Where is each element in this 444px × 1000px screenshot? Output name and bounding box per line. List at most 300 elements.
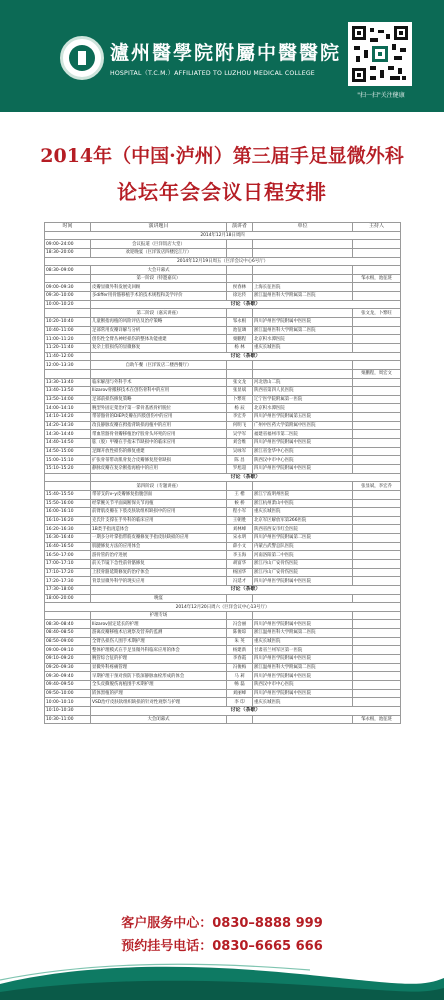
cell-topic: 腕型外固定架治疗第一掌骨基底骨折脱位 bbox=[91, 404, 227, 413]
column-header-time: 时间 bbox=[45, 223, 91, 232]
cell-time: 09:00–24:00 bbox=[45, 240, 91, 249]
table-row bbox=[45, 421, 401, 430]
cell-speaker: 杨 林 bbox=[227, 343, 253, 352]
cell-host bbox=[353, 516, 401, 525]
cell-speaker: 徐达传 bbox=[227, 292, 253, 301]
cell-host bbox=[353, 464, 401, 473]
cell-unit bbox=[253, 361, 353, 370]
cell-topic: 一期多分叶掌指带筋皮瓣修复手指皮肤缺损的应用 bbox=[91, 534, 227, 543]
cell-unit: 四川泸州医学院附属中医医院 bbox=[253, 655, 353, 664]
cell-topic: 游离皮瓣移植术后观察及营养的监测 bbox=[91, 629, 227, 638]
cell-unit: 四川泸州医学院附属第二医院 bbox=[253, 534, 353, 543]
cell-topic: 经掌腕关节平面离断保关节再植 bbox=[91, 499, 227, 508]
cell-unit bbox=[253, 715, 353, 724]
cell-topic: 儿童断指再植的风险评估及治疗策略 bbox=[91, 318, 227, 327]
cell-speaker bbox=[227, 369, 253, 378]
cell-speaker: 冯会丽 bbox=[227, 620, 253, 629]
cell-speaker: 宋永明 bbox=[227, 534, 253, 543]
cell-unit: 广州中医药大学第附属中医医院 bbox=[253, 421, 353, 430]
table-row bbox=[45, 309, 401, 318]
table-row bbox=[45, 318, 401, 327]
cell-time: 10:00–10:10 bbox=[45, 698, 91, 707]
cell-time: 15:50–16:00 bbox=[45, 499, 91, 508]
page-title-line1: 2014年（中国·泸州）第三届手足显微外科 bbox=[40, 145, 404, 167]
cell-speaker bbox=[227, 248, 253, 257]
cell-host bbox=[353, 689, 401, 698]
cell-host: 栗鹏程，周宏文 bbox=[353, 369, 401, 378]
table-row bbox=[45, 447, 401, 456]
table-row bbox=[45, 248, 401, 257]
cell-topic: 临床解剖与外科手术 bbox=[91, 378, 227, 387]
cell-unit bbox=[253, 240, 353, 249]
cell-host bbox=[353, 378, 401, 387]
table-row bbox=[45, 637, 401, 646]
cell-host: 张文龙，卜繁旺 bbox=[353, 309, 401, 318]
column-header-topic: 演讲题目 bbox=[91, 223, 227, 232]
cell-unit: 辽宁医学院附属第一医院 bbox=[253, 395, 353, 404]
hospital-name-en: HOSPITAL（T.C.M.）AFFILIATED TO LUZHOU MEDICAL COLLEGE bbox=[110, 70, 315, 77]
cell-host bbox=[353, 413, 401, 422]
cell-host bbox=[353, 266, 401, 275]
cell-time: 14:00–14:10 bbox=[45, 404, 91, 413]
cell-unit bbox=[253, 611, 353, 620]
cell-time: 14:20–14:30 bbox=[45, 421, 91, 430]
cell-unit: 陕西汉中市中心医院 bbox=[253, 456, 353, 465]
cell-host: 张显斌，李宏乔 bbox=[353, 482, 401, 491]
cell-host bbox=[353, 508, 401, 517]
discussion-label: 讨论（茶歇） bbox=[91, 706, 401, 715]
cell-speaker: 陈俊琼 bbox=[227, 629, 253, 638]
cell-host bbox=[353, 490, 401, 499]
table-row bbox=[45, 352, 401, 361]
cell-host bbox=[353, 283, 401, 292]
cell-time bbox=[45, 482, 91, 491]
table-row bbox=[45, 646, 401, 655]
cell-unit: 浙江丹山广安骨伤医院 bbox=[253, 568, 353, 577]
discussion-time: 17:30–18:00 bbox=[45, 585, 91, 594]
cell-time: 10:20–10:40 bbox=[45, 318, 91, 327]
table-row bbox=[45, 326, 401, 335]
cell-host bbox=[353, 534, 401, 543]
cell-time: 12:00–13:30 bbox=[45, 361, 91, 370]
table-row bbox=[45, 559, 401, 568]
hospital-name: 瀘州醫學院附屬中醫醫院 bbox=[110, 42, 342, 64]
date-row-label: 2014年12月20日周六（巨洋会议中心13号厅） bbox=[45, 603, 401, 612]
cell-host bbox=[353, 542, 401, 551]
schedule-table bbox=[44, 222, 401, 724]
table-row bbox=[45, 603, 401, 612]
cell-time: 18:00–20:00 bbox=[45, 594, 91, 603]
cell-host bbox=[353, 680, 401, 689]
cell-time: 10:30–11:00 bbox=[45, 715, 91, 724]
cell-speaker bbox=[227, 611, 253, 620]
cell-topic: 足部常用皮瓣详解与分析 bbox=[91, 326, 227, 335]
cell-time: 08:30–08:40 bbox=[45, 620, 91, 629]
cell-topic bbox=[91, 369, 227, 378]
cell-speaker: 朱 英 bbox=[227, 637, 253, 646]
cell-speaker bbox=[227, 361, 253, 370]
cell-topic: Ilizarov骨搬移技术在创伤骨科中的应用 bbox=[91, 387, 227, 396]
cell-unit: 浙江省金华中心医院 bbox=[253, 447, 353, 456]
cell-host bbox=[353, 698, 401, 707]
table-row bbox=[45, 257, 401, 266]
table-row bbox=[45, 439, 401, 448]
cell-speaker: 李 印 bbox=[227, 698, 253, 707]
cell-topic: 足踝开放性损伤的修复重建 bbox=[91, 447, 227, 456]
cell-speaker: 候 桥 bbox=[227, 499, 253, 508]
discussion-time: 10:00–10:20 bbox=[45, 300, 91, 309]
cell-topic: 带蒂髂骨的DIEP皮瓣在四肢创伤中的应用 bbox=[91, 413, 227, 422]
cell-topic: 静脉皮瓣在复杂断指再植中的应用 bbox=[91, 464, 227, 473]
cell-unit bbox=[253, 594, 353, 603]
qr-caption: "扫一扫"关注健康 bbox=[357, 92, 405, 99]
table-row bbox=[45, 490, 401, 499]
cell-host bbox=[353, 326, 401, 335]
table-row bbox=[45, 361, 401, 370]
cell-topic: 创伤性全臂丛神经损伤的整体功能重建 bbox=[91, 335, 227, 344]
cell-unit: 浙江杭州萧山中医院 bbox=[253, 499, 353, 508]
cell-host bbox=[353, 335, 401, 344]
cell-time: 09:20–09:30 bbox=[45, 663, 91, 672]
cell-time: 13:40–13:50 bbox=[45, 387, 91, 396]
cell-speaker bbox=[227, 274, 253, 283]
cell-topic: 皮瓣显微外科发展史回顾 bbox=[91, 283, 227, 292]
cell-unit: 四川泸州医学院附属中医医院 bbox=[253, 672, 353, 681]
table-row bbox=[45, 611, 401, 620]
table-row bbox=[45, 655, 401, 664]
cell-host: 邹永根，池征琏 bbox=[353, 715, 401, 724]
cell-speaker bbox=[227, 715, 253, 724]
cell-unit: 浙江宁波明州医院 bbox=[253, 490, 353, 499]
cell-time: 16:50–17:00 bbox=[45, 551, 91, 560]
table-row bbox=[45, 672, 401, 681]
cell-topic: 护理专场 bbox=[91, 611, 227, 620]
cell-host bbox=[353, 655, 401, 664]
discussion-label: 讨论（茶歇） bbox=[91, 300, 401, 309]
header-banner bbox=[0, 0, 444, 112]
table-row bbox=[45, 378, 401, 387]
table-row bbox=[45, 292, 401, 301]
cell-topic: 复杂上肢损伤的显微修复 bbox=[91, 343, 227, 352]
cell-speaker: 吴咏军 bbox=[227, 447, 253, 456]
cell-host bbox=[353, 663, 401, 672]
cell-unit: 福建省福州市第二医院 bbox=[253, 430, 353, 439]
table-row bbox=[45, 473, 401, 482]
cell-host bbox=[353, 577, 401, 586]
cell-host bbox=[353, 421, 401, 430]
table-header-row bbox=[45, 223, 401, 232]
cell-topic: 肌腱修复方法的应用体会 bbox=[91, 542, 227, 551]
discussion-time bbox=[45, 473, 91, 482]
cell-topic: 足部前损伤修复策略 bbox=[91, 395, 227, 404]
cell-host bbox=[353, 559, 401, 568]
cell-unit: 重庆长城医院 bbox=[253, 343, 353, 352]
cell-topic: 晚宴 bbox=[91, 594, 227, 603]
cell-topic: 全臂丛损伤人围手术期护理 bbox=[91, 637, 227, 646]
cell-speaker bbox=[227, 240, 253, 249]
cell-topic: 背景显微外科学的现实应用 bbox=[91, 577, 227, 586]
cell-time: 09:00–09:30 bbox=[45, 283, 91, 292]
cell-time: 09:00–09:10 bbox=[45, 646, 91, 655]
column-header-speaker: 演讲者 bbox=[227, 223, 253, 232]
cell-unit: 四川泸州医学院附属中医医院 bbox=[253, 620, 353, 629]
table-row bbox=[45, 266, 401, 275]
table-row bbox=[45, 283, 401, 292]
cell-topic: 多differ用骨骼移植手术的技术规程和美学评价 bbox=[91, 292, 227, 301]
cell-unit: 北京积水潭医院 bbox=[253, 335, 353, 344]
cell-unit: 内蒙古武警总队医院 bbox=[253, 542, 353, 551]
cell-time: 08:40–08:50 bbox=[45, 629, 91, 638]
cell-time: 16:30–16:40 bbox=[45, 534, 91, 543]
table-row bbox=[45, 568, 401, 577]
cell-unit: 四川泸州医学院附属第五医院 bbox=[253, 413, 353, 422]
table-row bbox=[45, 404, 401, 413]
cell-host bbox=[353, 318, 401, 327]
cell-speaker: 栗鹏程 bbox=[227, 335, 253, 344]
cell-speaker: 张文龙 bbox=[227, 378, 253, 387]
cell-unit: 重庆长城医院 bbox=[253, 508, 353, 517]
cell-unit bbox=[253, 369, 353, 378]
table-row bbox=[45, 274, 401, 283]
table-row bbox=[45, 680, 401, 689]
cell-host bbox=[353, 525, 401, 534]
cell-unit: 甘肃省兰州军区第一医院 bbox=[253, 646, 353, 655]
cell-host bbox=[353, 499, 401, 508]
discussion-time: 10:10–10:30 bbox=[45, 706, 91, 715]
cell-time: 17:00–17:10 bbox=[45, 559, 91, 568]
cell-speaker: 李春霞 bbox=[227, 655, 253, 664]
appointment-phone: 预约挂号电话：0830–6665 666 bbox=[121, 939, 323, 954]
service-center-phone: 客户服务中心：0830–8888 999 bbox=[121, 916, 323, 931]
cell-unit: 河南洛阳第二中医院 bbox=[253, 551, 353, 560]
table-row bbox=[45, 231, 401, 240]
cell-time: 08:50–09:00 bbox=[45, 637, 91, 646]
cell-host bbox=[353, 594, 401, 603]
cell-host bbox=[353, 611, 401, 620]
cell-time: 17:10–17:20 bbox=[45, 568, 91, 577]
cell-speaker bbox=[227, 594, 253, 603]
cell-topic: 前关节镜下急性前骨骼修复 bbox=[91, 559, 227, 568]
cell-host bbox=[353, 439, 401, 448]
cell-topic: 早期护理干预对预防下肢深静脉血栓形成的体会 bbox=[91, 672, 227, 681]
cell-speaker: 杨建新 bbox=[227, 646, 253, 655]
cell-topic: 全头皮撕脱伤再植围手术期护理 bbox=[91, 680, 227, 689]
cell-unit: 河北唐山二院 bbox=[253, 378, 353, 387]
table-row bbox=[45, 577, 401, 586]
cell-unit: 陕西汉中市中心医院 bbox=[253, 680, 353, 689]
cell-topic: 大会闭幕式 bbox=[91, 715, 227, 724]
table-row bbox=[45, 395, 401, 404]
cell-unit: 浙江温州医科大学附属第二医院 bbox=[253, 663, 353, 672]
cell-unit: 浙江温州医科大学附属第二医院 bbox=[253, 629, 353, 638]
discussion-label: 讨论（茶歇） bbox=[91, 473, 401, 482]
table-row bbox=[45, 534, 401, 543]
table-row bbox=[45, 369, 401, 378]
cell-topic: 第二阶段（嘉宾讲座） bbox=[91, 309, 227, 318]
cell-host bbox=[353, 620, 401, 629]
table-row bbox=[45, 516, 401, 525]
cell-host bbox=[353, 646, 401, 655]
cell-unit: 四川泸州医学院附属中医医院 bbox=[253, 464, 353, 473]
table-row bbox=[45, 689, 401, 698]
cell-time: 15:40–15:50 bbox=[45, 490, 91, 499]
cell-topic: 游骨管的治疗进展 bbox=[91, 551, 227, 560]
table-row bbox=[45, 456, 401, 465]
cell-unit bbox=[253, 266, 353, 275]
table-row bbox=[45, 585, 401, 594]
cell-topic: 前臂肌皮瓣在下肢皮肤软组织缺损中的应用 bbox=[91, 508, 227, 517]
table-row bbox=[45, 343, 401, 352]
schedule-body bbox=[45, 231, 401, 724]
table-row bbox=[45, 542, 401, 551]
cell-host bbox=[353, 672, 401, 681]
cell-unit: 陕西省第四人民医院 bbox=[253, 387, 353, 396]
cell-speaker: 张显斌 bbox=[227, 387, 253, 396]
cell-unit bbox=[253, 274, 353, 283]
page-title-line2: 论坛年会会议日程安排 bbox=[117, 180, 327, 204]
cell-time: 09:50–10:00 bbox=[45, 689, 91, 698]
table-row bbox=[45, 482, 401, 491]
cell-unit: 浙江温州医科大学附属第二医院 bbox=[253, 326, 353, 335]
cell-time: 16:00–16:10 bbox=[45, 508, 91, 517]
cell-topic: 嵌体黑植的护理 bbox=[91, 689, 227, 698]
cell-host bbox=[353, 248, 401, 257]
cell-time: 10:40–11:00 bbox=[45, 326, 91, 335]
cell-unit: 北京积水潭医院 bbox=[253, 404, 353, 413]
cell-host bbox=[353, 343, 401, 352]
cell-time: 14:50–15:00 bbox=[45, 447, 91, 456]
cell-time: 11:00–11:20 bbox=[45, 335, 91, 344]
hospital-logo-icon bbox=[60, 36, 104, 80]
cell-topic: Ilizarov固定延长的护理 bbox=[91, 620, 227, 629]
cell-host bbox=[353, 240, 401, 249]
cell-topic: 欢迎晚宴（巨洋饭店四楼沱江厅） bbox=[91, 248, 227, 257]
cell-unit: 陕西省西安市红会医院 bbox=[253, 525, 353, 534]
cell-topic: 1B类手指再造体会 bbox=[91, 525, 227, 534]
cell-unit: 北京军区解放军第266医院 bbox=[253, 516, 353, 525]
cell-topic: 会议报道（巨洋饭店大堂） bbox=[91, 240, 227, 249]
cell-time: 16:10–16:20 bbox=[45, 516, 91, 525]
cell-time: 09:30–10:00 bbox=[45, 292, 91, 301]
table-row bbox=[45, 508, 401, 517]
table-row bbox=[45, 551, 401, 560]
cell-speaker: 陈 昌 bbox=[227, 456, 253, 465]
cell-speaker: 王 楷 bbox=[227, 490, 253, 499]
cell-host bbox=[353, 447, 401, 456]
table-row bbox=[45, 525, 401, 534]
table-row bbox=[45, 715, 401, 724]
discussion-label: 讨论（茶歇） bbox=[91, 585, 401, 594]
cell-host bbox=[353, 568, 401, 577]
table-row bbox=[45, 629, 401, 638]
table-row bbox=[45, 499, 401, 508]
cell-unit: 浙江丹山广安骨伤医院 bbox=[253, 559, 353, 568]
cell-speaker: 王朝胜 bbox=[227, 516, 253, 525]
cell-time: 13:30–13:40 bbox=[45, 378, 91, 387]
cell-time bbox=[45, 369, 91, 378]
cell-speaker: 侯春林 bbox=[227, 283, 253, 292]
cell-unit: 四川泸州医学院附属中医医院 bbox=[253, 318, 353, 327]
cell-speaker: 杨 辰 bbox=[227, 404, 253, 413]
cell-unit: 浙江温州医科大学附属第二医院 bbox=[253, 292, 353, 301]
cell-host bbox=[353, 637, 401, 646]
cell-speaker: 马 莉 bbox=[227, 672, 253, 681]
cell-topic: 扩张骨蒂带动肌骨复合皮瓣修复胫骨缺损 bbox=[91, 456, 227, 465]
footer-wave bbox=[0, 958, 444, 1000]
cell-speaker: 吴学军 bbox=[227, 430, 253, 439]
cell-time bbox=[45, 611, 91, 620]
cell-time: 11:20–11:40 bbox=[45, 343, 91, 352]
cell-speaker: 池征璘 bbox=[227, 326, 253, 335]
cell-host: 邹永根，池征琏 bbox=[353, 274, 401, 283]
cell-topic: 上肢骨骼延期修复的治疗体会 bbox=[91, 568, 227, 577]
cell-topic: 自助午餐（巨洋饭店二楼西餐厅） bbox=[91, 361, 227, 370]
cell-topic: 带血管髂骨骨瓣移植治疗股骨头坏死的应用 bbox=[91, 430, 227, 439]
cell-speaker: 何明飞 bbox=[227, 421, 253, 430]
cell-host bbox=[353, 395, 401, 404]
cell-time: 14:10–14:20 bbox=[45, 413, 91, 422]
cell-time: 17:20–17:30 bbox=[45, 577, 91, 586]
cell-time: 16:20–16:30 bbox=[45, 525, 91, 534]
table-row bbox=[45, 240, 401, 249]
discussion-time: 11:40–12:00 bbox=[45, 352, 91, 361]
cell-topic: VSD治疗皮肤软组织缺损的针对性观察与护理 bbox=[91, 698, 227, 707]
cell-time: 09:10–09:20 bbox=[45, 655, 91, 664]
table-row bbox=[45, 335, 401, 344]
cell-host bbox=[353, 456, 401, 465]
cell-time: 15:10–15:20 bbox=[45, 464, 91, 473]
cell-host bbox=[353, 387, 401, 396]
cell-speaker: 杨国华 bbox=[227, 568, 253, 577]
table-row bbox=[45, 663, 401, 672]
cell-topic: 显微外科疼痛管理 bbox=[91, 663, 227, 672]
cell-topic: 整体护理模式在手足显微外科临床应用的体会 bbox=[91, 646, 227, 655]
cell-time bbox=[45, 309, 91, 318]
cell-host bbox=[353, 361, 401, 370]
cell-host bbox=[353, 404, 401, 413]
table-row bbox=[45, 387, 401, 396]
cell-time: 09:30–09:40 bbox=[45, 672, 91, 681]
cell-speaker: 邹永根 bbox=[227, 318, 253, 327]
table-row bbox=[45, 430, 401, 439]
cell-unit: 四川泸州医学院附属中医医院 bbox=[253, 439, 353, 448]
cell-speaker: 卜繁旺 bbox=[227, 395, 253, 404]
cell-unit: 重庆长城医院 bbox=[253, 698, 353, 707]
cell-time: 16:40–16:50 bbox=[45, 542, 91, 551]
cell-speaker: 薛小文 bbox=[227, 542, 253, 551]
table-row bbox=[45, 464, 401, 473]
cell-host bbox=[353, 629, 401, 638]
cell-speaker: 刘丽峰 bbox=[227, 689, 253, 698]
cell-time: 14:40–14:50 bbox=[45, 439, 91, 448]
cell-speaker: 程小军 bbox=[227, 508, 253, 517]
cell-speaker: 冯俊梅 bbox=[227, 663, 253, 672]
column-header-host: 主持人 bbox=[353, 223, 401, 232]
cell-topic: 大会开幕式 bbox=[91, 266, 227, 275]
table-row bbox=[45, 620, 401, 629]
cell-speaker: 胡富华 bbox=[227, 559, 253, 568]
cell-topic: 改良静脉皮瓣在拇指背缺损再植中的应用 bbox=[91, 421, 227, 430]
cell-topic: 肱（股）甲瓣在手指末节缺损中的临床应用 bbox=[91, 439, 227, 448]
cell-speaker bbox=[227, 309, 253, 318]
cell-speaker: 李宏乔 bbox=[227, 413, 253, 422]
cell-unit bbox=[253, 482, 353, 491]
cell-time: 09:40–09:50 bbox=[45, 680, 91, 689]
cell-time: 15:00–15:10 bbox=[45, 456, 91, 465]
cell-unit: 四川泸州医学院附属中医医院 bbox=[253, 577, 353, 586]
cell-topic: 克氏针支撑在手外科的临床应用 bbox=[91, 516, 227, 525]
cell-speaker: 刘会维 bbox=[227, 439, 253, 448]
